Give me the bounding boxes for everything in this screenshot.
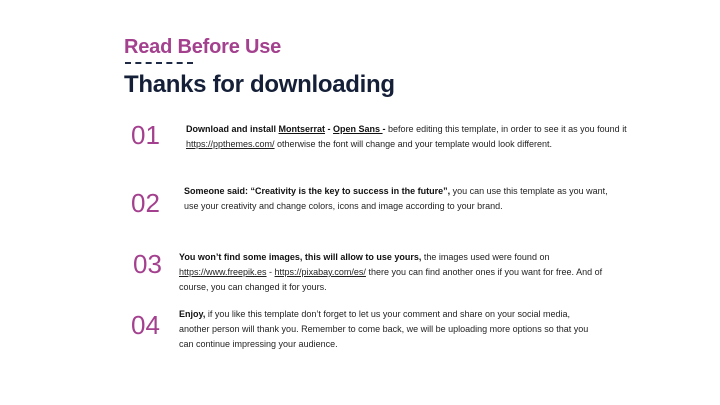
step-body: the images used were found on (423, 252, 550, 262)
separator: - (325, 124, 334, 134)
step-bold-text: Download and install (186, 124, 279, 134)
step-bold-text: Someone said: “Creativity is the key to success in the future”, (184, 186, 453, 196)
link-freepik[interactable]: https://www.freepik.es (179, 267, 267, 277)
page-title: Thanks for downloading (124, 71, 395, 98)
font-link-montserrat[interactable]: Montserrat (278, 124, 326, 134)
step-text (179, 307, 589, 352)
step-body: you can use this template as you want, use your creativity and change colors, icons and image according to your brand. (184, 186, 608, 211)
step-bold-text: You won’t find some images, this will allow to use yours, (179, 252, 424, 262)
step-text (186, 122, 636, 152)
separator: - (382, 124, 389, 134)
step-body: before editing this template, in order to see it as you found it (388, 124, 627, 134)
step-text (179, 250, 624, 295)
kicker-heading: Read Before Use (124, 36, 282, 58)
step-number: 04 (131, 310, 160, 340)
link-pixabay[interactable]: https://pixabay.com/es/ (274, 267, 366, 277)
step-body: there you can find another ones if you want for free. And of course, you can changed it for yours. (179, 267, 603, 292)
step-text (184, 184, 624, 214)
step-bold-text: Enjoy, (179, 309, 208, 319)
link-ppthemes[interactable]: https://ppthemes.com/ (186, 139, 275, 149)
step-body: otherwise the font will change and your template would look different. (274, 139, 553, 149)
step-body: if you like this template don’t forget to let us your comment and share on your social media, another person will thank you. Remember to come back, we will be uploading more options so that you can continue impressing your audience. (179, 309, 589, 349)
font-link-open-sans[interactable]: Open Sans (333, 124, 383, 134)
step-number: 03 (133, 249, 162, 279)
step-number: 02 (131, 188, 160, 218)
separator: - (266, 267, 275, 277)
dashed-divider (125, 62, 193, 64)
step-number: 01 (131, 120, 160, 150)
